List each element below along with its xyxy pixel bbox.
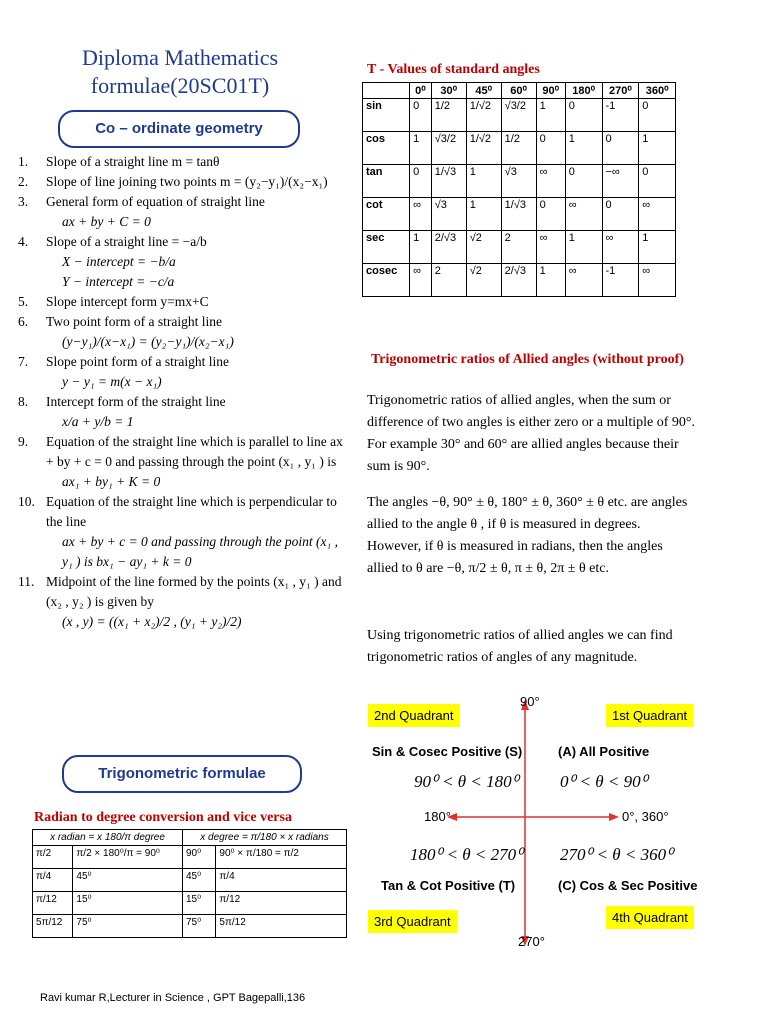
range-quadrant-3: 180⁰ < θ < 270⁰ <box>410 845 523 864</box>
tvalues-header-cell: 0⁰ <box>410 83 432 99</box>
coord-item <box>18 412 348 432</box>
tvalues-cell: 0 <box>639 165 676 198</box>
item-text: General form of equation of straight line <box>46 194 265 209</box>
page-title: Diploma Mathematics formulae(20SC01T) <box>81 45 279 98</box>
tvalues-cell: tan <box>363 165 410 198</box>
item-number: 5. <box>18 294 29 309</box>
item-text: Slope of line joining two points m = (y₂−y₁)/(x₂−x₁) <box>46 174 328 189</box>
radian-cell: 15⁰ <box>73 892 183 915</box>
tvalues-cell: √3 <box>431 198 466 231</box>
tvalues-cell: 1 <box>466 165 501 198</box>
item-text: Intercept form of the straight line <box>46 394 226 409</box>
item-number: 9. <box>18 434 29 449</box>
label-0-360: 0°, 360° <box>622 809 669 824</box>
quadrant-a-label: (A) All Positive <box>558 744 650 759</box>
tvalues-cell: √2 <box>466 231 501 264</box>
tvalues-cell: 1 <box>565 132 602 165</box>
tvalues-cell: 1 <box>565 231 602 264</box>
quadrant-4-badge: 4th Quadrant <box>606 906 694 929</box>
radian-cell: 45⁰ <box>183 869 216 892</box>
radian-cell: 90⁰ × π/180 = π/2 <box>216 846 347 869</box>
radian-cell: π/4 <box>33 869 73 892</box>
tvalues-cell: √2 <box>466 264 501 297</box>
quadrant-3-badge: 3rd Quadrant <box>368 910 457 933</box>
radian-cell: π/4 <box>216 869 347 892</box>
radian-cell: 75⁰ <box>73 915 183 938</box>
tvalues-cell: -1 <box>602 99 639 132</box>
tvalues-cell: -1 <box>602 264 639 297</box>
tvalues-cell: 1 <box>639 231 676 264</box>
quadrant-t-label: Tan & Cot Positive (T) <box>381 878 516 893</box>
tvalues-cell: 0 <box>602 198 639 231</box>
tvalues-cell: ∞ <box>536 231 565 264</box>
tvalues-cell: 1/2 <box>501 132 536 165</box>
tvalues-row <box>363 264 676 297</box>
tvalues-cell: √3 <box>501 165 536 198</box>
tvalues-header-cell: 45⁰ <box>466 83 501 99</box>
coord-item <box>18 272 348 292</box>
tvalues-cell: 0 <box>639 99 676 132</box>
allied-paragraph-2: The angles −θ, 90° ± θ, 180° ± θ, 360° ± θ etc. are angles allied to the angle θ , if θ is measured in degrees. However, if θ is measured in radians, then the angles allied to θ are −θ, π/2 ± θ, π ± θ, 2π ± θ etc. <box>367 495 688 576</box>
quadrant-s-label: Sin & Cosec Positive (S) <box>372 744 523 759</box>
range-quadrant-2: 90⁰ < θ < 180⁰ <box>414 772 519 791</box>
tvalues-cell: sin <box>363 99 410 132</box>
tvalues-cell: 0 <box>410 99 432 132</box>
tvalues-cell: ∞ <box>602 231 639 264</box>
tvalues-cell: 1 <box>410 132 432 165</box>
tvalues-cell: 0 <box>602 132 639 165</box>
tvalues-header-cell: 180⁰ <box>565 83 602 99</box>
coord-item <box>18 472 348 492</box>
radian-cell: π/2 <box>33 846 73 869</box>
tvalues-cell: √3/2 <box>431 132 466 165</box>
tvalues-cell: cot <box>363 198 410 231</box>
radian-row <box>33 846 347 869</box>
label-180: 180° <box>424 809 451 824</box>
radian-cell: π/2 × 180⁰/π = 90⁰ <box>73 846 183 869</box>
radian-cell: π/12 <box>33 892 73 915</box>
radian-row <box>33 869 347 892</box>
range-quadrant-1: 0⁰ < θ < 90⁰ <box>560 772 648 791</box>
item-text: y − y₁ = m(x − x₁) <box>62 374 162 389</box>
radian-cell: π/12 <box>216 892 347 915</box>
tvalues-header-cell: 60⁰ <box>501 83 536 99</box>
item-number: 1. <box>18 154 29 169</box>
item-text: ax + by + C = 0 <box>62 214 151 229</box>
tvalues-row <box>363 132 676 165</box>
quadrant-1-badge: 1st Quadrant <box>606 704 693 727</box>
arrow-right-icon <box>609 813 619 821</box>
coord-item <box>18 372 348 392</box>
tvalues-cell: 2 <box>431 264 466 297</box>
tvalues-cell: 2/√3 <box>501 264 536 297</box>
tvalues-cell: ∞ <box>565 264 602 297</box>
coord-item <box>18 172 348 192</box>
label-90: 90° <box>520 694 540 709</box>
item-number: 7. <box>18 354 29 369</box>
radian-cell: 45⁰ <box>73 869 183 892</box>
tvalues-cell: ∞ <box>410 264 432 297</box>
tvalues-cell: cos <box>363 132 410 165</box>
coord-item <box>18 312 348 332</box>
tvalues-row <box>363 165 676 198</box>
tvalues-cell: √3/2 <box>501 99 536 132</box>
tvalues-table <box>362 82 676 297</box>
tvalues-cell: ∞ <box>639 264 676 297</box>
tvalues-header-cell: 270⁰ <box>602 83 639 99</box>
item-text: Midpoint of the line formed by the points (x₁ , y₁ ) and (x₂ , y₂ ) is given by <box>46 574 342 609</box>
allied-heading: Trigonometric ratios of Allied angles (without proof) <box>371 352 684 367</box>
section-coordinate-geometry: Co – ordinate geometry <box>58 110 300 148</box>
tvalues-row <box>363 198 676 231</box>
tvalues-header-cell <box>363 83 410 99</box>
coord-item <box>18 352 348 372</box>
radian-header-cell: x degree = π/180 × x radians <box>183 830 347 846</box>
coord-item <box>18 332 348 352</box>
radian-row <box>33 915 347 938</box>
radian-cell: 5π/12 <box>216 915 347 938</box>
tvalues-cell: 0 <box>410 165 432 198</box>
coord-item <box>18 532 348 572</box>
footer-credit: Ravi kumar R,Lecturer in Science , GPT Bagepalli,136 <box>40 992 306 1004</box>
radian-cell: 15⁰ <box>183 892 216 915</box>
coord-item <box>18 212 348 232</box>
tvalues-cell: 1 <box>639 132 676 165</box>
coordinate-formula-list <box>18 152 348 632</box>
item-text: Slope intercept form y=mx+C <box>46 294 209 309</box>
tvalues-row <box>363 231 676 264</box>
tvalues-heading: T - Values of standard angles <box>367 62 540 77</box>
radian-cell: 5π/12 <box>33 915 73 938</box>
tvalues-header-cell: 90⁰ <box>536 83 565 99</box>
radian-row <box>33 892 347 915</box>
tvalues-cell: 2 <box>501 231 536 264</box>
item-number: 6. <box>18 314 29 329</box>
section-trigonometric-formulae: Trigonometric formulae <box>62 755 302 793</box>
tvalues-cell: 0 <box>536 132 565 165</box>
tvalues-header-cell: 30⁰ <box>431 83 466 99</box>
tvalues-cell: 1/2 <box>431 99 466 132</box>
item-number: 11. <box>18 574 35 589</box>
item-text: Slope point form of a straight line <box>46 354 229 369</box>
item-text: ax + by + c = 0 and passing through the point (x₁ , y₁ ) is bx₁ − ay₁ + k = 0 <box>62 534 338 569</box>
item-number: 4. <box>18 234 29 249</box>
allied-paragraph-1: Trigonometric ratios of allied angles, when the sum or difference of two angles is either zero or a multiple of 90°. For example 30° and 60° are allied angles because their sum is 90°. <box>367 393 696 474</box>
tvalues-cell: 1/√2 <box>466 99 501 132</box>
radian-header-cell: x radian = x 180/π degree <box>33 830 183 846</box>
item-text: X − intercept = −b/a <box>62 254 176 269</box>
tvalues-cell: ∞ <box>536 165 565 198</box>
tvalues-cell: ∞ <box>410 198 432 231</box>
tvalues-row <box>363 99 676 132</box>
tvalues-cell: −∞ <box>602 165 639 198</box>
tvalues-cell: 2/√3 <box>431 231 466 264</box>
item-text: ax₁ + by₁ + K = 0 <box>62 474 161 489</box>
item-text: Slope of a straight line = −a/b <box>46 234 207 249</box>
coord-item <box>18 292 348 312</box>
tvalues-cell: 0 <box>536 198 565 231</box>
item-text: Slope of a straight line m = tanθ <box>46 154 220 169</box>
coord-item <box>18 192 348 212</box>
item-text: Equation of the straight line which is parallel to line ax + by + c = 0 and passing through the point (x₁ , y₁ ) is <box>46 434 343 469</box>
radian-heading: Radian to degree conversion and vice versa <box>34 810 292 825</box>
allied-paragraph-3: Using trigonometric ratios of allied angles we can find trigonometric ratios of angles of any magnitude. <box>367 628 673 665</box>
item-number: 2. <box>18 174 29 189</box>
range-quadrant-4: 270⁰ < θ < 360⁰ <box>560 845 673 864</box>
item-number: 3. <box>18 194 29 209</box>
item-number: 8. <box>18 394 29 409</box>
radian-degree-table <box>32 829 347 938</box>
quadrant-2-badge: 2nd Quadrant <box>368 704 460 727</box>
tvalues-cell: ∞ <box>639 198 676 231</box>
tvalues-cell: 1 <box>536 264 565 297</box>
coord-item <box>18 492 348 532</box>
tvalues-cell: 0 <box>565 165 602 198</box>
radian-cell: 75⁰ <box>183 915 216 938</box>
coord-item <box>18 392 348 412</box>
radian-cell: 90⁰ <box>183 846 216 869</box>
item-text: x/a + y/b = 1 <box>62 414 134 429</box>
tvalues-cell: ∞ <box>565 198 602 231</box>
tvalues-cell: 1/√3 <box>431 165 466 198</box>
coord-item <box>18 572 348 612</box>
tvalues-cell: 1 <box>410 231 432 264</box>
tvalues-cell: 0 <box>565 99 602 132</box>
label-270: 270° <box>518 934 545 949</box>
tvalues-header-cell: 360⁰ <box>639 83 676 99</box>
tvalues-cell: 1/√3 <box>501 198 536 231</box>
coord-item <box>18 612 348 632</box>
tvalues-cell: 1 <box>536 99 565 132</box>
coord-item <box>18 252 348 272</box>
quadrant-c-label: (C) Cos & Sec Positive <box>558 878 698 893</box>
item-number: 10. <box>18 494 35 509</box>
coord-item <box>18 152 348 172</box>
tvalues-cell: cosec <box>363 264 410 297</box>
tvalues-cell: sec <box>363 231 410 264</box>
item-text: Two point form of a straight line <box>46 314 223 329</box>
item-text: Equation of the straight line which is perpendicular to the line <box>46 494 337 529</box>
coord-item <box>18 232 348 252</box>
item-text: (x , y) = ((x₁ + x₂)/2 , (y₁ + y₂)/2) <box>62 614 242 629</box>
coord-item <box>18 432 348 472</box>
item-text: (y−y₁)/(x−x₁) = (y₂−y₁)/(x₂−x₁) <box>62 334 234 349</box>
tvalues-cell: 1 <box>466 198 501 231</box>
tvalues-cell: 1/√2 <box>466 132 501 165</box>
item-text: Y − intercept = −c/a <box>62 274 175 289</box>
